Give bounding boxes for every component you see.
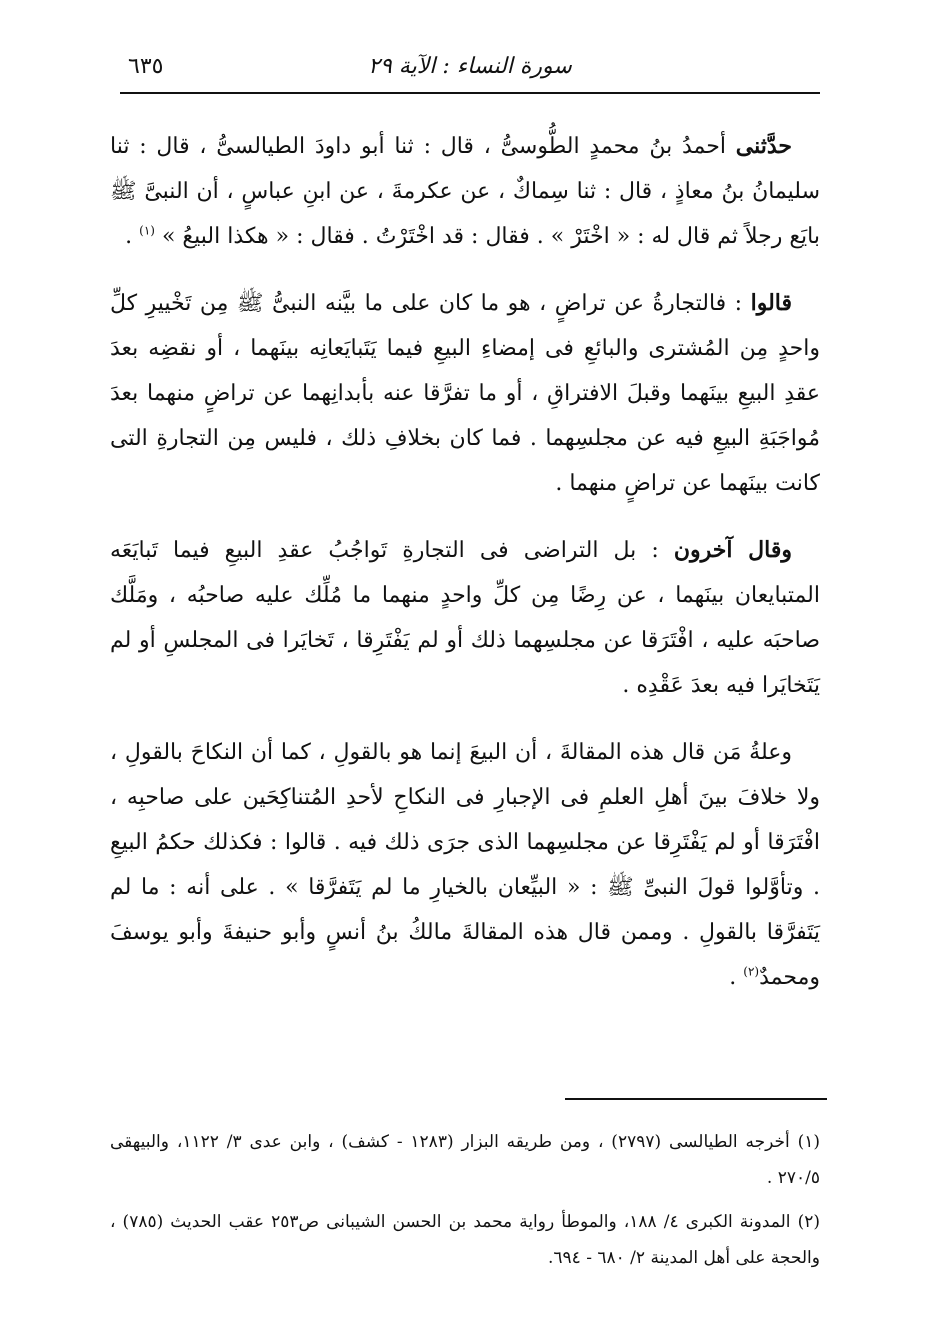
paragraph-tail: . (125, 224, 140, 249)
paragraph-text: أحمدُ بنُ محمدٍ الطُّوسىُّ ، قال : ثنا أبو داودَ الطيالسىُّ ، قال : ثنا سليمانُ بنُ معاذٍ ، قال : ثنا سِماكٌ ، عن عكرمةَ ، عن ابنِ عباسٍ ، أن النبىَّ ﷺ بايَع رجلاً ثم قال له : « اخْتَرْ » . فقال : قد اخْتَرْتُ . فقال : « هكذا البيعُ » (110, 134, 820, 249)
footnote: (٢) المدونة الكبرى ٤/ ١٨٨، والموطأ رواية محمد بن الحسن الشيبانى ص٢٥٣ عقب الحديث (٧٨٥) ، والحجة على أهل المدينة ٢/ ٦٨٠ - ٦٩٤. (110, 1212, 820, 1268)
paragraph-lead: قالوا (750, 290, 792, 316)
paragraph-text: : بل التراضى فى التجارةِ تَواجُبُ عقدِ البيعِ فيما تَبايَعَه المتبايعان بينَهما ، عن رِضًا مِن كلِّ واحدٍ منهما ما مُلِّك عليه صاحبُه ، ومَلَّك صاحبَه عليه ، افْتَرَقا عن مجلسِهما ذلك أو لم يَفْتَرِقا ، تَخايَرا فى المجلسِ أو لم يَتَخايَرا فيه بعدَ عَقْدِه . (110, 538, 820, 698)
paragraph (110, 124, 820, 259)
paragraph-lead: وقال آخرون (673, 537, 792, 563)
paragraph-text: : فالتجارةُ عن تراضٍ ، هو ما كان على ما بيَّنه النبىُّ ﷺ مِن تَخْييرِ كلِّ واحدٍ مِن المُشترى والبائعِ فى إمضاءِ البيعِ فيما يَتَبايَعانِه بينَهما ، أو نقضِه بعدَ عقدِ البيعِ بينَهما وقبلَ الافتراقِ ، أو ما تفرَّقا عنه بأبدانِهما عن تراضٍ منهما بعدَ مُواجَبَةِ البيعِ فيه عن مجلسِهما . فما كان بخلافِ ذلك ، فليس مِن التجارةِ التى كانت بينَهما عن تراضٍ منهما . (110, 291, 820, 496)
footnote-separator (565, 1098, 827, 1100)
main-text (110, 124, 820, 1022)
footnotes (110, 1124, 820, 1284)
paragraph-tail: . (729, 965, 744, 990)
header-title: سورة النساء : الآية ٢٩ (368, 54, 572, 79)
page-number: ٦٣٥ (128, 54, 164, 79)
paragraph (110, 730, 820, 1000)
paragraph (110, 528, 820, 708)
paragraph-text: وعلةُ مَن قال هذه المقالةَ ، أن البيعَ إنما هو بالقولِ ، كما أن النكاحَ بالقولِ ، ولا خلافَ بينَ أهلِ العلمِ فى الإجبارِ فى النكاحِ لأحدِ المُتناكِحَين على صاحبِه ، افْتَرَقا أو لم يَفْتَرِقا عن مجلسِهما الذى جرَى ذلك فيه . قالوا : فكذلك حكمُ البيعِ . وتأوَّلوا قولَ النبىِّ ﷺ : « البيِّعان بالخيارِ ما لم يَتَفرَّقا » . على أنه : ما لم يَتَفرَّقا بالقولِ . وممن قال هذه المقالةَ مالكُ بنُ أنسٍ وأبو حنيفةَ وأبو يوسفَ ومحمدٌ (110, 740, 820, 990)
footnote: (١) أخرجه الطيالسى (٢٧٩٧) ، ومن طريقه البزار (١٢٨٣ - كشف) ، وابن عدى ٣/ ١١٢٢، والبيهقى ٢٧٠/٥ . (110, 1132, 820, 1188)
footnote-ref: (١) (139, 223, 155, 238)
paragraph-lead: حدَّثنى (735, 133, 792, 159)
footnote-ref: (٢) (743, 964, 760, 979)
paragraph (110, 281, 820, 506)
running-header (120, 40, 820, 94)
